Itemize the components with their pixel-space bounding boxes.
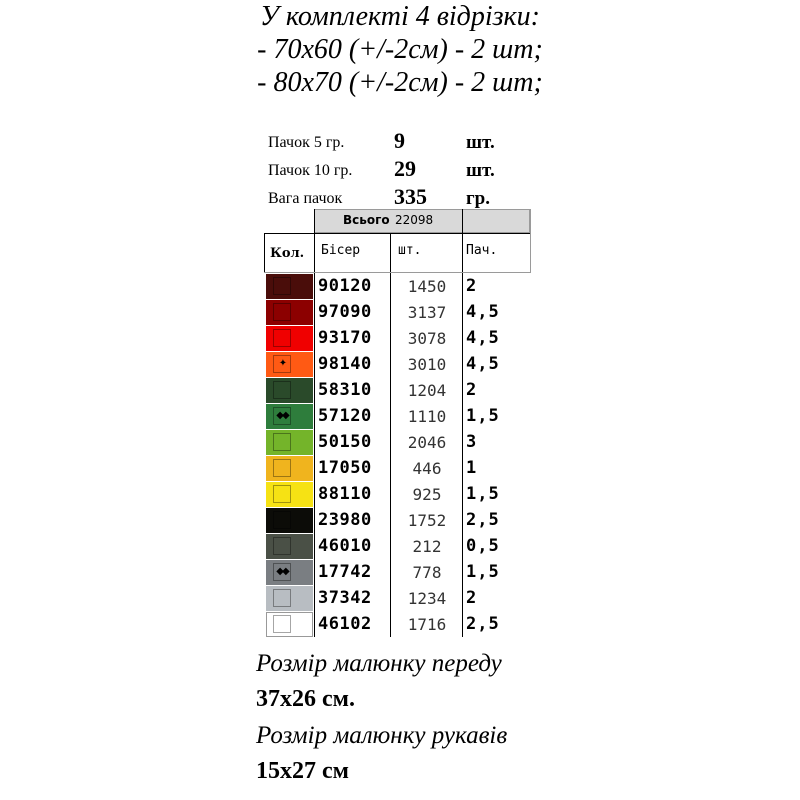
pack-count: 2,5: [466, 614, 500, 634]
bead-code: 90120: [318, 276, 372, 296]
bead-count: 1204: [407, 381, 447, 400]
bead-count: 3078: [407, 329, 447, 348]
symbol-icon: [273, 511, 291, 529]
summary-label: Пачок 5 гр.: [268, 134, 345, 151]
bead-code: 23980: [318, 510, 372, 530]
bead-count: 1716: [407, 615, 447, 634]
bead-count: 778: [412, 563, 442, 582]
bead-code: 93170: [318, 328, 372, 348]
grid-line: [462, 209, 463, 637]
symbol-icon: [273, 381, 291, 399]
kit-piece-line-1: - 70х60 (+/-2см) - 2 шт;: [257, 34, 543, 65]
total-label: Всього: [343, 213, 390, 227]
bead-count: 3010: [407, 355, 447, 374]
bead-code: 57120: [318, 406, 372, 426]
symbol-icon: ◆◆: [273, 407, 291, 425]
color-swatch: [266, 482, 313, 507]
pack-count: 4,5: [466, 328, 500, 348]
pack-count: 1,5: [466, 406, 500, 426]
color-swatch: [266, 326, 313, 351]
pack-count: 1,5: [466, 562, 500, 582]
header-sht: шт.: [398, 243, 422, 258]
sleeves-size-value: 15х27 см: [256, 758, 349, 784]
summary-value: 29: [394, 156, 416, 181]
color-swatch: [266, 404, 313, 429]
bead-count: 1752: [407, 511, 447, 530]
color-swatch: [266, 456, 313, 481]
total-value: 22098: [395, 213, 434, 227]
total-box: [314, 209, 530, 233]
header-biser: Бісер: [321, 243, 361, 258]
summary-unit: шт.: [466, 132, 495, 153]
summary-unit: гр.: [466, 188, 490, 209]
grid-line: [530, 209, 531, 273]
symbol-icon: ◆◆: [273, 563, 291, 581]
summary-value: 335: [394, 184, 427, 209]
pack-count: 1,5: [466, 484, 500, 504]
summary-label: Вага пачок: [268, 190, 343, 207]
bead-code: 37342: [318, 588, 372, 608]
symbol-icon: [273, 485, 291, 503]
bead-code: 58310: [318, 380, 372, 400]
header-pach: Пач.: [466, 243, 498, 258]
sleeves-size-label: Розмір малюнку рукавів: [256, 722, 508, 749]
front-size-value: 37х26 см.: [256, 686, 355, 712]
bead-code: 97090: [318, 302, 372, 322]
pack-count: 1: [466, 458, 478, 478]
color-swatch: [266, 300, 313, 325]
color-swatch: [266, 352, 313, 377]
grid-line: [264, 233, 265, 273]
symbol-icon: [273, 459, 291, 477]
symbol-icon: [273, 433, 291, 451]
symbol-icon: ✦: [273, 355, 291, 373]
pack-count: 2,5: [466, 510, 500, 530]
bead-count: 925: [412, 485, 442, 504]
grid-line: [264, 233, 530, 234]
symbol-icon: [273, 537, 291, 555]
pack-count: 2: [466, 380, 478, 400]
pack-count: 2: [466, 588, 478, 608]
summary-unit: шт.: [466, 160, 495, 181]
color-swatch: [266, 430, 313, 455]
summary-value: 9: [394, 128, 405, 153]
symbol-icon: [273, 303, 291, 321]
bead-code: 46102: [318, 614, 372, 634]
pack-count: 4,5: [466, 354, 500, 374]
bead-code: 98140: [318, 354, 372, 374]
front-size-label: Розмір малюнку переду: [256, 650, 502, 677]
bead-code: 88110: [318, 484, 372, 504]
bead-count: 1110: [407, 407, 447, 426]
color-swatch: [266, 378, 313, 403]
bead-count: 1234: [407, 589, 447, 608]
pack-count: 2: [466, 276, 478, 296]
bead-count: 2046: [407, 433, 447, 452]
kit-piece-line-2: - 80х70 (+/-2см) - 2 шт;: [257, 67, 543, 98]
color-swatch: [266, 560, 313, 585]
color-swatch: [266, 508, 313, 533]
bead-count: 3137: [407, 303, 447, 322]
bead-code: 46010: [318, 536, 372, 556]
bead-code: 50150: [318, 432, 372, 452]
pack-count: 4,5: [466, 302, 500, 322]
bead-code: 17742: [318, 562, 372, 582]
symbol-icon: [273, 589, 291, 607]
pack-count: 0,5: [466, 536, 500, 556]
color-swatch: [266, 612, 313, 637]
header-kol: Кол.: [270, 246, 305, 261]
color-swatch: [266, 534, 313, 559]
color-swatch: [266, 274, 313, 299]
kit-description: [0, 0, 800, 99]
kit-title: У комплекті 4 відрізки:: [260, 1, 540, 32]
summary-label: Пачок 10 гр.: [268, 162, 353, 179]
bead-count: 1450: [407, 277, 447, 296]
grid-line: [264, 272, 530, 273]
grid-line: [314, 209, 315, 637]
grid-line: [390, 233, 391, 637]
bead-count: 446: [412, 459, 442, 478]
bead-count: 212: [412, 537, 442, 556]
color-swatch: [266, 586, 313, 611]
symbol-icon: [273, 277, 291, 295]
symbol-icon: [273, 329, 291, 347]
bead-code: 17050: [318, 458, 372, 478]
symbol-icon: [273, 615, 291, 633]
pack-count: 3: [466, 432, 478, 452]
